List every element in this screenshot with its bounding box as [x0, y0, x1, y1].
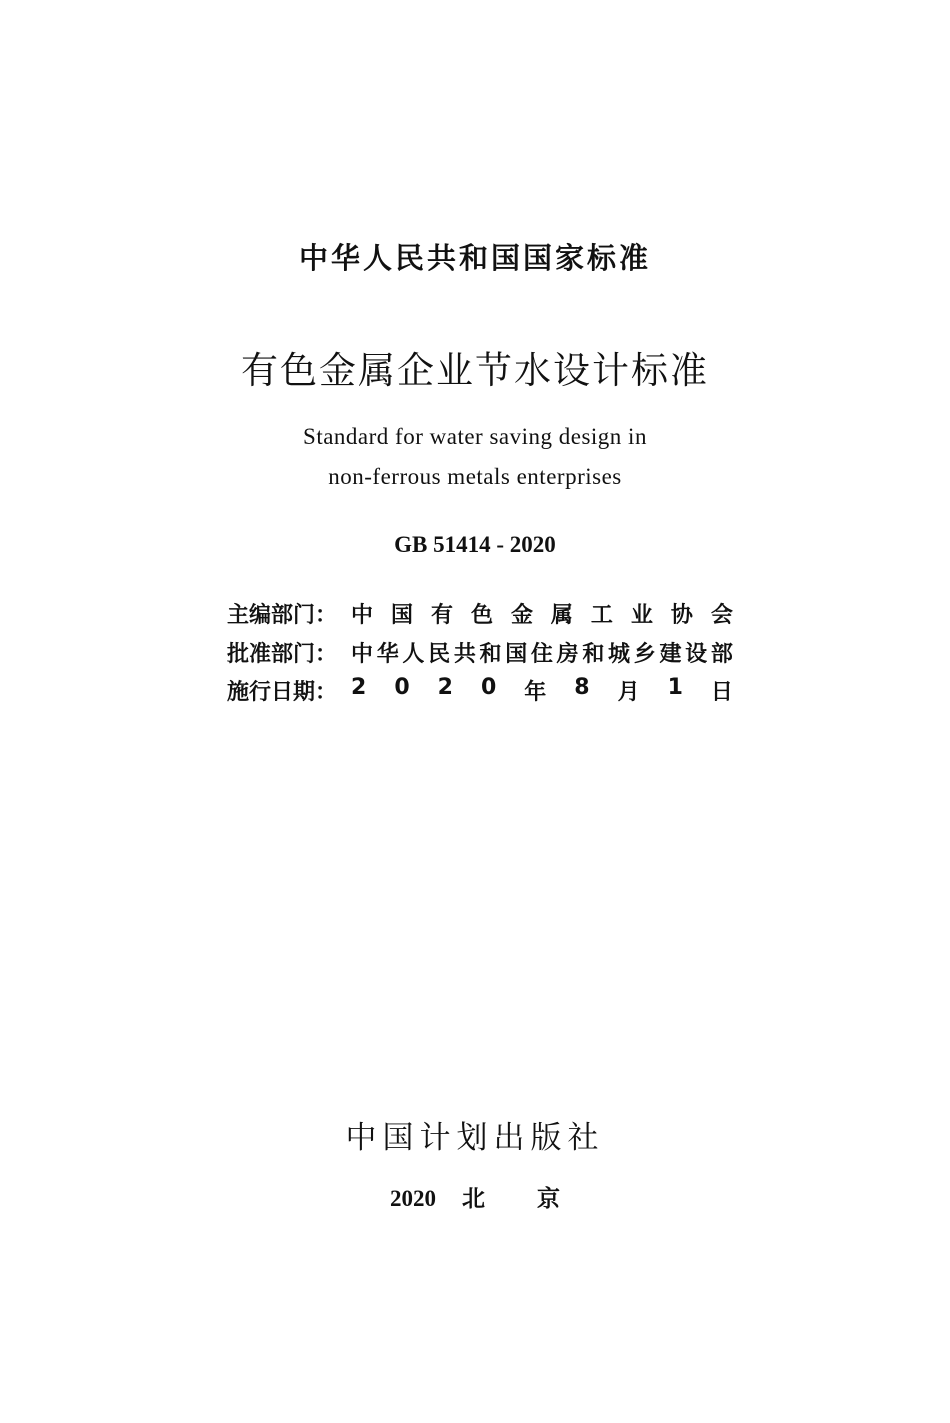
info-value-char: 民	[428, 641, 451, 667]
english-title-line-2: non-ferrous metals enterprises	[328, 464, 622, 489]
info-value-char: 2	[437, 674, 453, 700]
info-value-char: 和	[479, 641, 502, 667]
info-value-char: 色	[470, 602, 493, 628]
editor-department-row	[227, 597, 733, 629]
info-value-char: 乡	[633, 641, 656, 667]
publication-place-year	[0, 1180, 950, 1213]
info-value-char: 0	[480, 674, 497, 700]
info-value-char: 设	[685, 641, 708, 667]
info-value-char: 部	[710, 641, 733, 667]
info-value-char: 中	[351, 602, 374, 628]
info-value-char: 国	[505, 641, 528, 667]
approval-department-row	[227, 636, 733, 668]
effective-date-value	[351, 675, 733, 706]
info-value-char: 国	[390, 602, 413, 628]
info-value-char: 协	[670, 602, 693, 628]
info-value-char: 华	[376, 641, 399, 667]
info-value-char: 工	[590, 602, 613, 628]
info-value-char: 和	[582, 641, 605, 667]
editor-department-label: 主编部门：	[227, 602, 338, 628]
publication-city-char-2: 京	[537, 1186, 560, 1212]
publication-city-char-1: 北	[462, 1186, 485, 1212]
series-title: 中华人民共和国国家标准	[298, 241, 651, 275]
info-value-char: 0	[394, 674, 410, 700]
info-value-char: 中	[351, 641, 374, 667]
info-value-char: 月	[617, 679, 640, 705]
standard-code: GB 51414 - 2020	[394, 532, 556, 557]
info-value-char: 住	[530, 641, 553, 667]
info-value-char: 属	[550, 602, 573, 628]
info-value-char: 人	[402, 641, 425, 667]
info-value-char: 1	[667, 674, 683, 700]
approval-department-value	[351, 637, 733, 668]
info-value-char: 会	[710, 602, 733, 628]
info-value-char: 2	[351, 674, 367, 700]
publisher-name: 中国计划出版社	[345, 1120, 605, 1156]
info-value-char: 共	[453, 641, 476, 667]
english-title-line-1: Standard for water saving design in	[303, 424, 647, 449]
approval-department-label: 批准部门：	[227, 641, 338, 667]
info-value-char: 有	[430, 602, 453, 628]
info-value-char: 建	[659, 641, 682, 667]
info-value-char: 8	[574, 674, 590, 700]
info-value-char: 城	[608, 641, 631, 667]
editor-department-value	[351, 598, 733, 629]
publication-year: 2020	[390, 1186, 436, 1211]
effective-date-row	[227, 674, 733, 706]
effective-date-label: 施行日期：	[227, 679, 338, 705]
main-title: 有色金属企业节水设计标准	[241, 349, 709, 392]
info-value-char: 年	[524, 679, 547, 705]
info-value-char: 业	[630, 602, 653, 628]
info-value-char: 日	[710, 679, 733, 705]
info-value-char: 房	[556, 641, 579, 667]
info-value-char: 金	[510, 602, 533, 628]
